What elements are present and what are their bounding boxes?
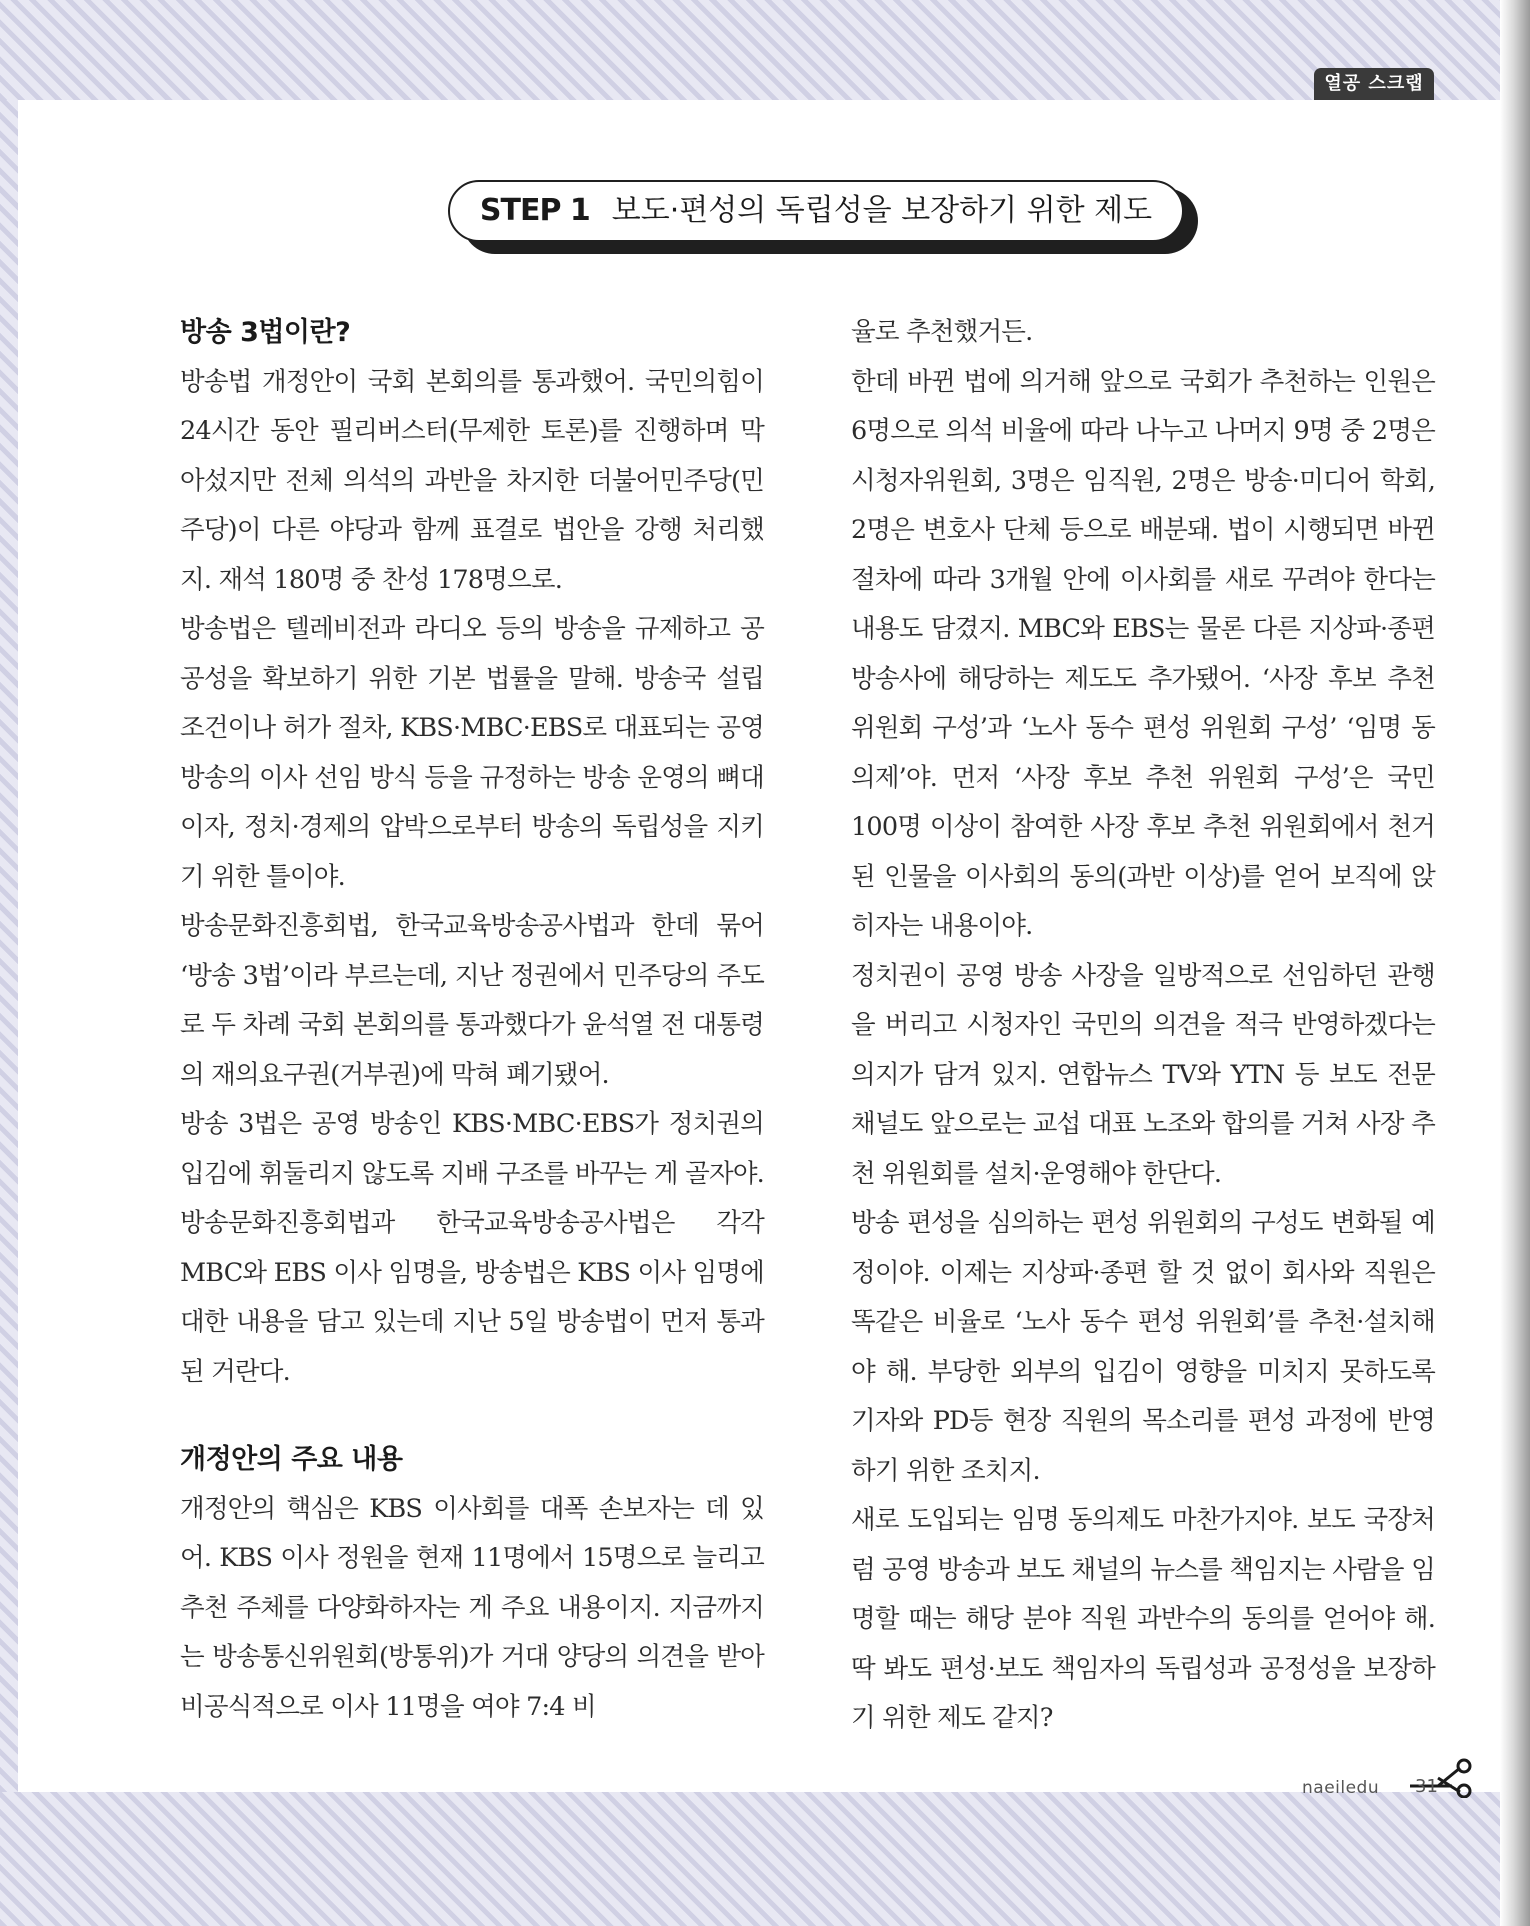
top-stripe-border xyxy=(0,0,1530,100)
paragraph: 방송문화진흥회법, 한국교육방송공사법과 한데 묶어 ‘방송 3법’이라 부르는데, 지난 정권에서 민주당의 주도로 두 차례 국회 본회의를 통과했다가 윤석열 전 대통령의 재의요구권(거부권)에 막혀 폐기됐어. xyxy=(180,911,764,1090)
section-heading-main-content: 개정안의 주요 내용 xyxy=(180,1444,403,1475)
paragraph: 율로 추천했거든. xyxy=(851,317,1033,347)
section-heading-broadcast-laws: 방송 3법이란? xyxy=(180,317,351,348)
bottom-stripe-border xyxy=(0,1792,1530,1926)
paragraph: 방송 3법은 공영 방송인 KBS·MBC·EBS가 정치권의 입김에 휘둘리지 않도록 지배 구조를 바꾸는 게 골자야. 방송문화진흥회법과 한국교육방송공사법은 각각 MBC와 EBS 이사 임명을, 방송법은 KBS 이사 임명에 대한 내용을 담고 있는데 지난 5일 방송법이 먼저 통과된 거란다. xyxy=(180,1109,764,1387)
section-tab: 열공 스크랩 xyxy=(1314,68,1434,100)
banner-title: 보도·편성의 독립성을 보장하기 위한 제도 xyxy=(611,193,1153,228)
paragraph: 한데 바뀐 법에 의거해 앞으로 국회가 추천하는 인원은 6명으로 의석 비율에 따라 나누고 나머지 9명 중 2명은 시청자위원회, 3명은 임직원, 2명은 방송·미디어 학회, 2명은 변호사 단체 등으로 배분돼. 법이 시행되면 바뀐 절차에 따라 3개월 안에 이사회를 새로 꾸려야 한다는 내용도 담겼지. MBC와 EBS는 물론 다른 지상파·종편 방송사에 해당하는 제도도 추가됐어. ‘사장 후보 추천 위원회 구성’과 ‘노사 동수 편성 위원회 구성’ ‘임명 동의제’야. 먼저 ‘사장 후보 추천 위원회 구성’은 국민 100명 이상이 참여한 사장 후보 추천 위원회에서 천거된 인물을 이사회의 동의(과반 이상)를 얻어 보직에 앉히자는 내용이야. xyxy=(851,366,1435,941)
page-edge-shade xyxy=(1500,0,1530,1926)
left-stripe-border xyxy=(0,100,18,1792)
step-label: STEP 1 xyxy=(479,193,590,228)
paragraph: 방송 편성을 심의하는 편성 위원회의 구성도 변화될 예정이야. 이제는 지상파·종편 할 것 없이 회사와 직원은 똑같은 비율로 ‘노사 동수 편성 위원회’를 추천·설치해야 해. 부당한 외부의 입김이 영향을 미치지 못하도록 기자와 PD등 현장 직원의 목소리를 편성 과정에 반영하기 위한 조치지. xyxy=(851,1208,1435,1486)
paragraph: 방송법은 텔레비전과 라디오 등의 방송을 규제하고 공공성을 확보하기 위한 기본 법률을 말해. 방송국 설립 조건이나 허가 절차, KBS·MBC·EBS로 대표되는 공영 방송의 이사 선임 방식 등을 규정하는 방송 운영의 뼈대이자, 정치·경제의 압박으로부터 방송의 독립성을 지키기 위한 틀이야. xyxy=(180,614,764,892)
paragraph: 방송법 개정안이 국회 본회의를 통과했어. 국민의힘이 24시간 동안 필리버스터(무제한 토론)를 진행하며 막아섰지만 전체 의석의 과반을 차지한 더불어민주당(민주당)이 다른 야당과 함께 표결로 법안을 강행 처리했지. 재석 180명 중 찬성 178명으로. xyxy=(180,366,764,595)
paragraph: 정치권이 공영 방송 사장을 일방적으로 선임하던 관행을 버리고 시청자인 국민의 의견을 적극 반영하겠다는 의지가 담겨 있지. 연합뉴스 TV와 YTN 등 보도 전문 채널도 앞으로는 교섭 대표 노조와 합의를 거쳐 사장 추천 위원회를 설치·운영해야 한단다. xyxy=(851,960,1435,1189)
right-column xyxy=(851,308,1435,1744)
page-number: 31 xyxy=(1415,1776,1438,1797)
step-banner xyxy=(448,180,1184,242)
paragraph: 개정안의 핵심은 KBS 이사회를 대폭 손보자는 데 있어. KBS 이사 정원을 현재 11명에서 15명으로 늘리고 추천 주체를 다양화하자는 게 주요 내용이지. 지금까지는 방송통신위원회(방통위)가 거대 양당의 의견을 받아 비공식적으로 이사 11명을 여야 7:4 비 xyxy=(180,1493,764,1722)
footer-site-name: naeiledu xyxy=(1302,1778,1380,1798)
left-column xyxy=(180,308,764,1732)
paragraph: 새로 도입되는 임명 동의제도 마찬가지야. 보도 국장처럼 공영 방송과 보도 채널의 뉴스를 책임지는 사람을 임명할 때는 해당 분야 직원 과반수의 동의를 얻어야 해. 딱 봐도 편성·보도 책임자의 독립성과 공정성을 보장하기 위한 제도 같지? xyxy=(851,1505,1435,1733)
section-gap xyxy=(180,1397,764,1435)
